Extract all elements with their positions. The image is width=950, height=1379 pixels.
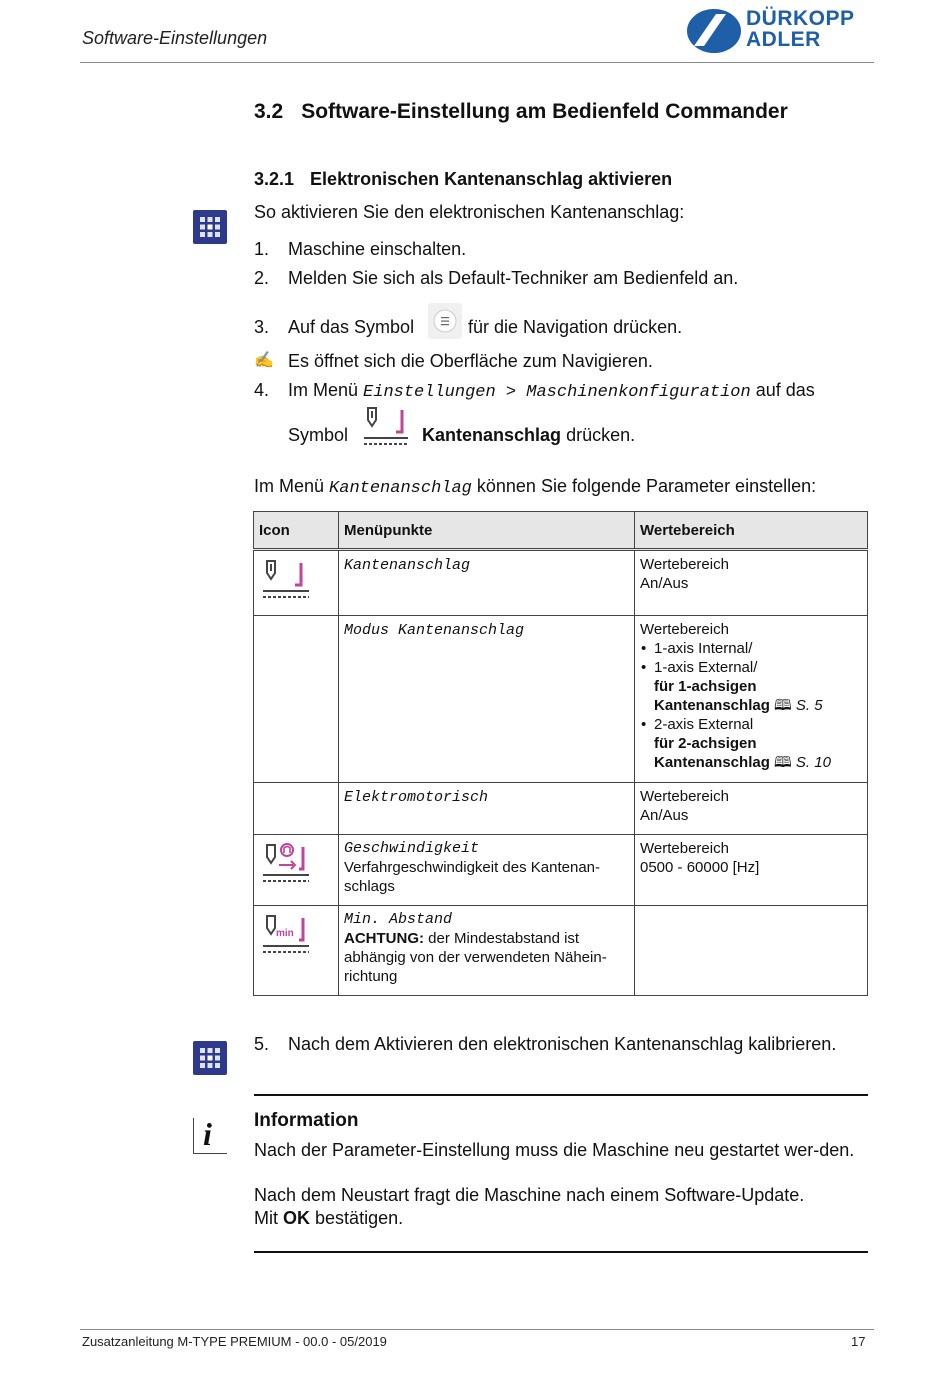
info-line-3-before: Mit <box>254 1208 278 1228</box>
parameter-table <box>253 511 868 996</box>
table-cell-menu <box>339 550 635 616</box>
info-top-rule <box>254 1094 868 1096</box>
table-cell-icon <box>254 906 339 996</box>
step-number: 3. <box>254 317 270 337</box>
menu-item-name: Min. Abstand <box>344 911 453 928</box>
header-rule <box>80 62 874 63</box>
table-cell-range <box>635 835 868 906</box>
speed-icon <box>259 839 309 889</box>
table-cell-range <box>635 906 868 996</box>
step-text-before: Im Menü <box>288 380 359 400</box>
info-bottom-rule <box>254 1251 868 1253</box>
table-cell-range <box>635 550 868 616</box>
range-option: • 2-axis External <box>640 715 862 734</box>
page-number: 17 <box>851 1334 866 1349</box>
book-icon: 🕮 <box>774 754 792 771</box>
range-value: An/Aus <box>640 575 689 592</box>
reference-text: für 2-achsigen Kantenanschlag <box>654 735 770 771</box>
step-4-line-1 <box>288 379 815 404</box>
ok-label: OK <box>283 1208 311 1228</box>
menu-item-name: Kantenanschlag <box>344 557 471 574</box>
table-cell-range <box>635 616 868 783</box>
range-label: Wertebereich <box>640 788 729 805</box>
info-title: Information <box>254 1110 359 1131</box>
section-number: 3.2 <box>254 100 284 123</box>
logo-line-2: ADLER <box>746 28 821 51</box>
table-row <box>254 835 868 906</box>
logo-line-1: DÜRKOPP <box>746 7 855 30</box>
book-icon: 🕮 <box>774 697 792 714</box>
section-title: Software-Einstellung am Bedienfeld Commander <box>301 100 788 123</box>
menu-intro-before: Im Menü <box>254 476 325 496</box>
section-heading <box>254 100 788 124</box>
range-option: • 1-axis External/ <box>640 658 862 677</box>
table-cell-menu <box>339 783 635 835</box>
table-row <box>254 550 868 616</box>
warning-label: ACHTUNG: <box>344 930 424 947</box>
table-cell-icon <box>254 550 339 616</box>
navigation-menu-icon <box>428 303 462 339</box>
step-4-line-2 <box>422 424 635 446</box>
table-row <box>254 906 868 996</box>
step-text: Maschine einschalten. <box>288 239 467 259</box>
menu-intro-after: können Sie folgende Parameter einstellen: <box>476 476 817 496</box>
control-panel-icon <box>193 210 227 244</box>
info-line-3-after: bestätigen. <box>315 1208 404 1228</box>
reference-page[interactable]: S. 10 <box>795 754 831 771</box>
info-line-1: Nach der Parameter-Einstellung muss die Maschine neu gestartet wer-den. <box>254 1140 855 1160</box>
header-title: Software-Einstellungen <box>82 28 268 48</box>
step-text: Melden Sie sich als Default-Techniker am Bedienfeld an. <box>288 268 739 288</box>
step-number: 4. <box>254 380 270 400</box>
symbol-name: Kantenanschlag <box>422 425 562 445</box>
subsection-number: 3.2.1 <box>254 169 295 189</box>
range-value: An/Aus <box>640 807 689 824</box>
cross-reference-2 <box>640 734 862 772</box>
info-line-2: Nach dem Neustart fragt die Maschine nach einem Software-Update. <box>254 1185 805 1205</box>
step-4-rest: drücken. <box>566 425 636 445</box>
step-number: 1. <box>254 239 270 259</box>
footer-rule <box>80 1329 874 1330</box>
column-header: Menüpunkte <box>339 512 635 550</box>
min-distance-icon <box>259 910 309 960</box>
table-cell-icon <box>254 616 339 783</box>
intro-text: So aktivieren Sie den elektronischen Kantenanschlag: <box>254 202 685 222</box>
min-icon-label: min <box>276 928 294 939</box>
subsection-heading <box>254 169 672 190</box>
table-row <box>254 783 868 835</box>
range-label: Wertebereich <box>640 840 729 857</box>
menu-item-name: Elektromotorisch <box>344 789 489 806</box>
range-label: Wertebereich <box>640 556 729 573</box>
company-logo <box>686 8 876 54</box>
info-icon: i <box>193 1118 227 1154</box>
subsection-title: Elektronischen Kantenanschlag aktivieren <box>310 169 673 189</box>
menu-intro-menu: Kantenanschlag <box>329 479 472 498</box>
menu-item-description <box>344 929 629 986</box>
menu-path: Einstellungen > Maschinenkonfiguration <box>363 383 751 402</box>
edge-guide-icon <box>259 555 309 605</box>
warning-text: der Mindestabstand ist abhängig von der verwendeten Nähein-richtung <box>344 930 607 985</box>
table-cell-menu <box>339 835 635 906</box>
step-text-after: auf das <box>755 380 815 400</box>
table-cell-menu <box>339 906 635 996</box>
menu-item-name: Modus Kantenanschlag <box>344 622 525 639</box>
result-text: Es öffnet sich die Oberfläche zum Navigieren. <box>288 351 653 371</box>
reference-text: für 1-achsigen Kantenanschlag <box>654 678 770 714</box>
table-row <box>254 616 868 783</box>
logo-mark-icon <box>686 8 742 54</box>
range-option: • 1-axis Internal/ <box>640 639 862 658</box>
info-line-3 <box>254 1207 403 1229</box>
column-header: Wertebereich <box>635 512 868 550</box>
table-header-row <box>254 512 868 550</box>
table-cell-range <box>635 783 868 835</box>
range-label: Wertebereich <box>640 621 729 638</box>
step-4-symbol-label: Symbol <box>288 425 349 445</box>
step-number: 2. <box>254 268 270 288</box>
table-cell-icon <box>254 783 339 835</box>
menu-item-description: Verfahrgeschwindigkeit des Kantenan-schlags <box>344 859 600 895</box>
menu-intro <box>254 475 816 500</box>
column-header: Icon <box>254 512 339 550</box>
menu-item-name: Geschwindigkeit <box>344 840 480 857</box>
reference-page[interactable]: S. 5 <box>795 697 823 714</box>
range-value: 0500 - 60000 [Hz] <box>640 859 760 876</box>
step-text-after: für die Navigation drücken. <box>468 317 683 337</box>
footer-document-info: Zusatzanleitung M-TYPE PREMIUM - 00.0 - 05/2019 <box>82 1334 387 1349</box>
step-text-before: Auf das Symbol <box>288 317 415 337</box>
step-number: 5. <box>254 1034 270 1054</box>
table-cell-menu <box>339 616 635 783</box>
result-arrow-icon: ✍ <box>254 352 274 369</box>
cross-reference-1 <box>640 677 862 715</box>
edge-guide-icon <box>362 404 412 452</box>
step-text: Nach dem Aktivieren den elektronischen Kantenanschlag kalibrieren. <box>288 1034 837 1054</box>
table-cell-icon <box>254 835 339 906</box>
control-panel-icon <box>193 1041 227 1075</box>
